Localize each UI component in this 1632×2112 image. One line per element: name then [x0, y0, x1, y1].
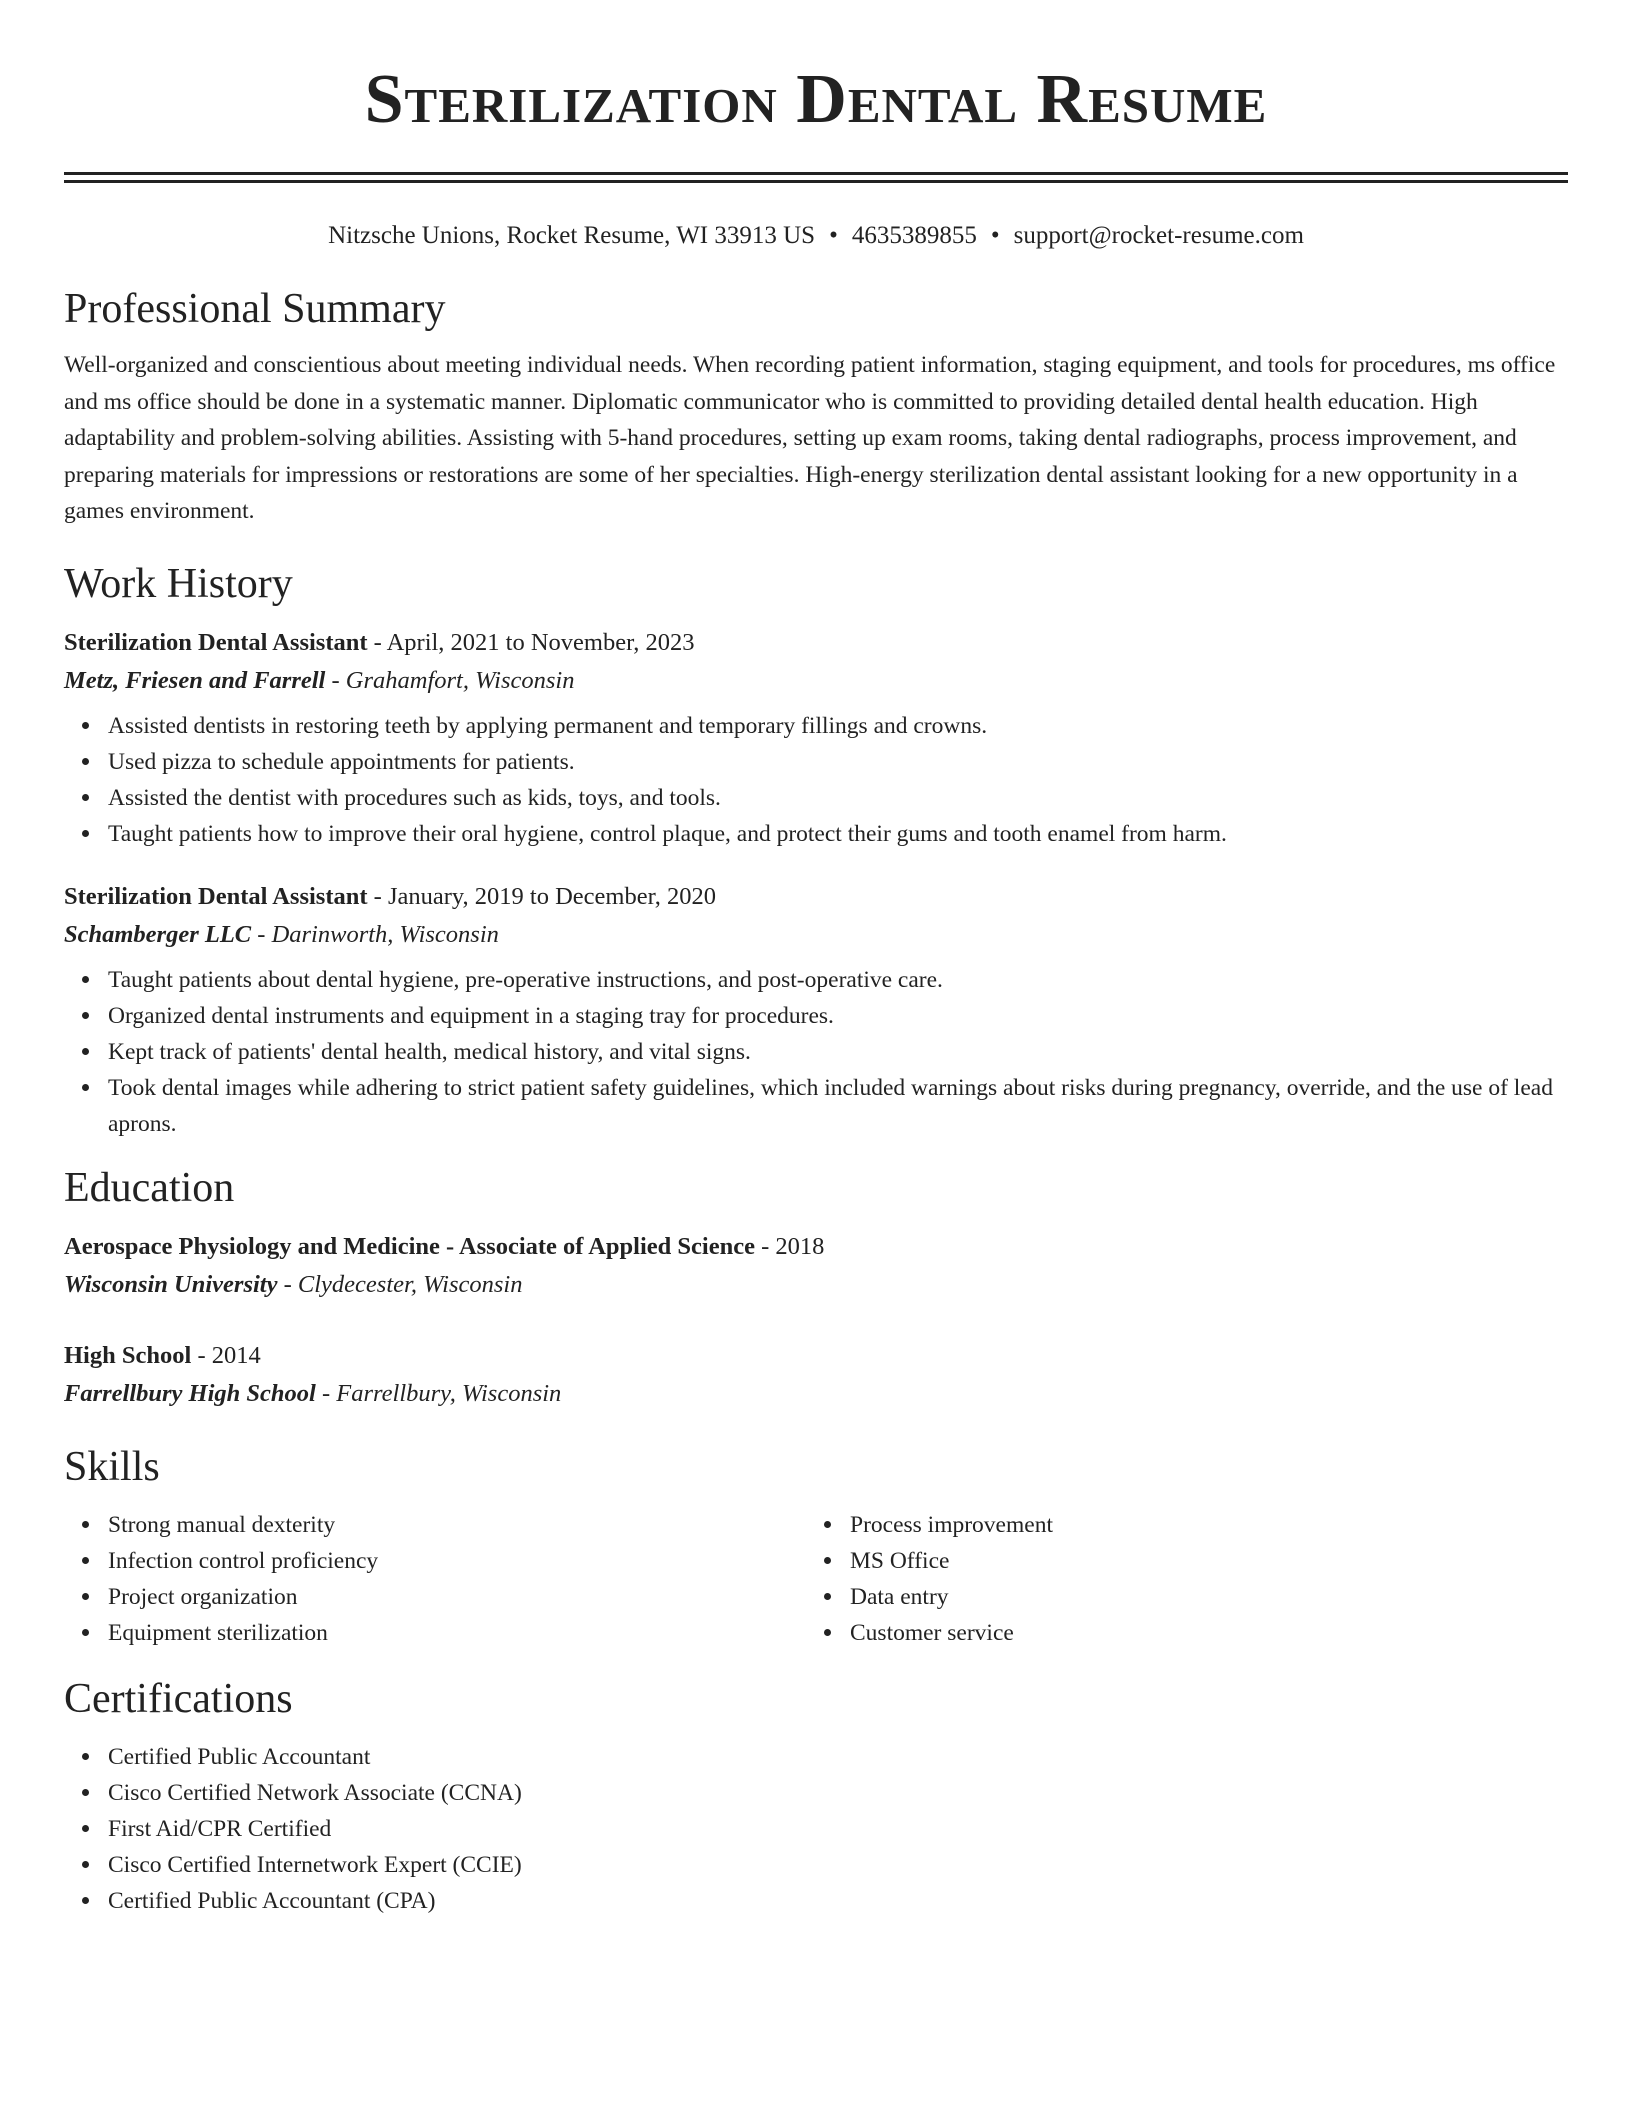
job-duties-list [64, 962, 1568, 1142]
list-item: Assisted the dentist with procedures such as kids, toys, and tools. [108, 780, 1568, 816]
skills-heading: Skills [64, 1443, 160, 1490]
school-line [64, 1266, 1568, 1304]
list-item: Kept track of patients' dental health, medical history, and vital signs. [108, 1034, 1568, 1070]
school-location: - Farrellbury, Wisconsin [315, 1379, 562, 1407]
list-item: Certified Public Accountant [108, 1739, 1568, 1775]
summary-section [64, 283, 1568, 530]
skills-list-left [64, 1507, 806, 1651]
work-history-heading: Work History [64, 560, 293, 607]
list-item: MS Office [850, 1543, 1548, 1579]
list-item: Infection control proficiency [108, 1543, 806, 1579]
degree-line [64, 1337, 1568, 1375]
skills-grid [64, 1507, 1568, 1651]
education-entry [64, 1228, 1568, 1304]
list-item: Organized dental instruments and equipment in a staging tray for procedures. [108, 998, 1568, 1034]
list-item: Data entry [850, 1579, 1548, 1615]
job-company: Schamberger LLC [64, 920, 252, 948]
job-title: Sterilization Dental Assistant [64, 882, 368, 910]
job-location: - Grahamfort, Wisconsin [325, 666, 575, 694]
list-item: First Aid/CPR Certified [108, 1811, 1568, 1847]
certifications-list [64, 1739, 1568, 1919]
list-item: Project organization [108, 1579, 806, 1615]
summary-text: Well-organized and conscientious about meeting individual needs. When recording patient information, staging equipment, and tools for procedures, ms office and ms office should be done in a systematic manner. Diplomatic communicator who is committed to providing detailed dental health education. High adaptability and problem-solving abilities. Assisting with 5-hand procedures, setting up exam rooms, taking dental radiographs, process improvement, and preparing materials for impressions or restorations are some of her specialties. High-energy sterilization dental assistant looking for a new opportunity in a games environment. [64, 352, 1556, 524]
degree-line [64, 1228, 1568, 1266]
education-entry [64, 1337, 1568, 1413]
list-item: Customer service [850, 1615, 1548, 1651]
list-item: Cisco Certified Internetwork Expert (CCIE) [108, 1847, 1568, 1883]
contact-phone: 4635389855 [851, 222, 977, 249]
graduation-year: - 2018 [754, 1232, 825, 1260]
job-entry [64, 878, 1568, 1142]
list-item: Taught patients how to improve their oral hygiene, control plaque, and protect their gums and tooth enamel from harm. [108, 816, 1568, 852]
degree: High School [64, 1341, 192, 1369]
job-duties-list [64, 708, 1568, 852]
job-company-line [64, 916, 1568, 954]
skills-section [64, 1441, 1568, 1651]
job-dates: - January, 2019 to December, 2020 [367, 882, 717, 910]
graduation-year: - 2014 [191, 1341, 261, 1369]
job-title-line [64, 624, 1568, 662]
job-title-line [64, 878, 1568, 916]
list-item: Strong manual dexterity [108, 1507, 806, 1543]
work-history-section [64, 558, 1568, 1142]
certifications-heading: Certifications [64, 1675, 293, 1722]
contact-email[interactable]: support@rocket-resume.com [1013, 222, 1304, 249]
job-dates: - April, 2021 to November, 2023 [367, 628, 695, 656]
contact-separator: • [990, 222, 1000, 249]
contact-address: Nitzsche Unions, Rocket Resume, WI 33913 US [328, 222, 816, 249]
school-location: - Clydecester, Wisconsin [277, 1270, 523, 1298]
contact-line [64, 219, 1568, 253]
job-company: Metz, Friesen and Farrell [64, 666, 326, 694]
school-name: Wisconsin University [64, 1270, 278, 1298]
school-name: Farrellbury High School [64, 1379, 316, 1407]
job-location: - Darinworth, Wisconsin [251, 920, 499, 948]
education-heading: Education [64, 1164, 235, 1211]
list-item: Taught patients about dental hygiene, pre-operative instructions, and post-operative care. [108, 962, 1568, 998]
skills-list-right [806, 1507, 1548, 1651]
list-item: Assisted dentists in restoring teeth by applying permanent and temporary fillings and crowns. [108, 708, 1568, 744]
list-item: Process improvement [850, 1507, 1548, 1543]
school-line [64, 1375, 1568, 1413]
title-divider [64, 172, 1568, 183]
list-item: Certified Public Accountant (CPA) [108, 1883, 1568, 1919]
contact-separator: • [829, 222, 838, 249]
list-item: Cisco Certified Network Associate (CCNA) [108, 1775, 1568, 1811]
job-title: Sterilization Dental Assistant [64, 628, 368, 656]
education-section [64, 1162, 1568, 1413]
list-item: Took dental images while adhering to strict patient safety guidelines, which included warnings about risks during pregnancy, override, and the use of lead aprons. [108, 1070, 1568, 1142]
list-item: Used pizza to schedule appointments for patients. [108, 744, 1568, 780]
degree: Aerospace Physiology and Medicine - Associate of Applied Science [64, 1232, 755, 1260]
summary-heading: Professional Summary [64, 286, 446, 332]
certifications-section [64, 1673, 1568, 1919]
resume-title: Sterilization Dental Resume [364, 61, 1268, 138]
job-company-line [64, 662, 1568, 700]
job-entry [64, 624, 1568, 852]
list-item: Equipment sterilization [108, 1615, 806, 1651]
